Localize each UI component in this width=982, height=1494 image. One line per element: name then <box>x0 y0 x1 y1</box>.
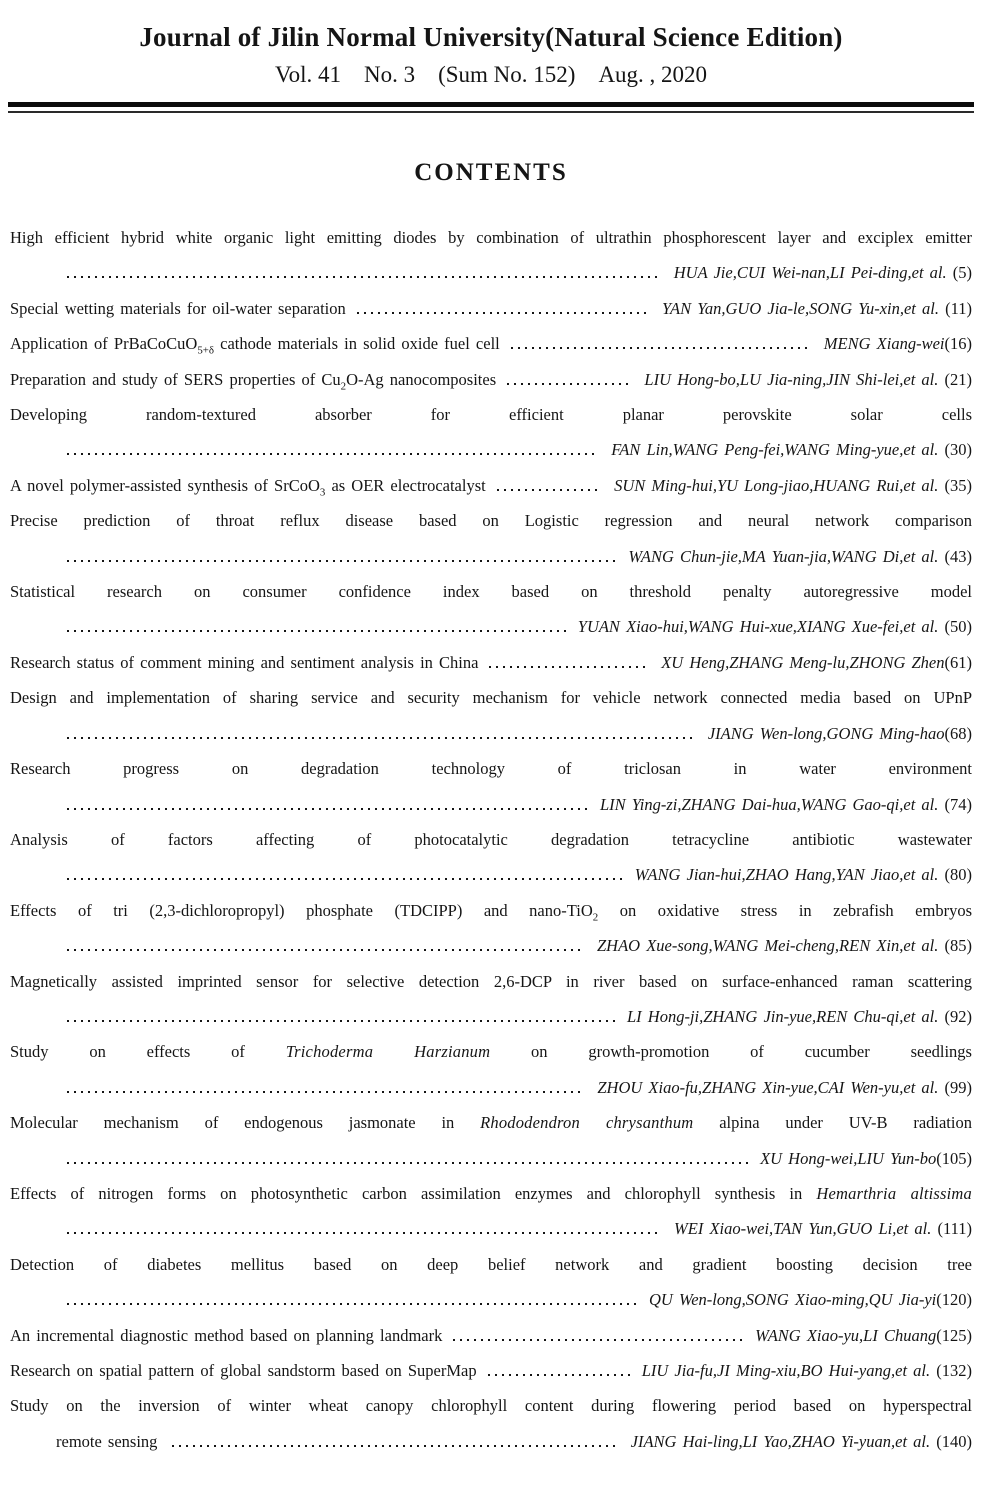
entry-title: Preparation and study of SERS properties of $Cu_2O-Ag$ nanocomposites <box>10 369 497 392</box>
entry-authors: YUAN Xiao-hui,WANG Hui-xue,XIANG Xue-fei,et al. <box>577 617 945 637</box>
entry-page-number: (43) <box>944 546 972 566</box>
entry-authors: XU Heng,ZHANG Meng-lu,ZHONG Zhen <box>661 652 945 672</box>
entry-title: Study on the inversion of winter wheat canopy chlorophyll content during flowering period based on hyperspectral <box>10 1396 972 1416</box>
leader-dots <box>65 928 587 963</box>
entry-page-number: (125) <box>936 1325 972 1345</box>
entry-authors: WANG Jian-hui,ZHAO Hang,YAN Jiao,et al. <box>634 865 945 885</box>
entry-authors: WEI Xiao-wei,TAN Yun,GUO Li,et al. <box>674 1219 938 1239</box>
entry-authors: QU Wen-long,SONG Xiao-ming,QU Jia-yi <box>649 1290 937 1310</box>
entry-page-number: (132) <box>936 1361 972 1380</box>
leader-dots <box>65 1070 587 1105</box>
toc-entry <box>10 680 972 751</box>
entry-author-line <box>10 928 972 963</box>
entry-title-continued: remote sensing <box>56 1431 158 1451</box>
header-double-rule <box>8 102 974 113</box>
entry-title: Research progress on degradation technology of triclosan in water environment <box>10 759 972 779</box>
journal-header <box>0 22 982 88</box>
toc-entry <box>10 503 972 574</box>
entry-line <box>10 362 972 397</box>
entry-page-number: (105) <box>936 1148 972 1168</box>
entry-authors: LIN Ying-zi,ZHANG Dai-hua,WANG Gao-qi,et al. <box>599 794 945 814</box>
entry-authors: YAN Yan,GUO Jia-le,SONG Yu-xin,et al. <box>662 298 946 318</box>
leader-dots <box>65 539 618 574</box>
toc-entry <box>10 1034 972 1105</box>
entry-title: Statistical research on consumer confidence index based on threshold penalty autoregressive model <box>10 582 972 602</box>
entry-line <box>10 291 972 326</box>
entry-authors: LIU Jia-fu,JI Ming-xiu,BO Hui-yang,et al. <box>641 1361 937 1380</box>
entry-page-number: (11) <box>945 298 972 318</box>
leader-dots <box>509 326 814 361</box>
entry-authors: ZHAO Xue-song,WANG Mei-cheng,REN Xin,et al. <box>597 936 945 956</box>
entry-line <box>10 1318 972 1353</box>
entry-title: Detection of diabetes mellitus based on deep belief network and gradient boosting decision tree <box>10 1254 972 1274</box>
entry-title: Study on effects of Trichoderma Harzianum on growth-promotion of cucumber seedlings <box>10 1042 972 1062</box>
toc-entry <box>10 964 972 1035</box>
entry-line <box>10 645 972 680</box>
entry-author-line <box>10 716 972 751</box>
entry-title: Design and implementation of sharing service and security mechanism for vehicle network connected media based on UPnP <box>10 688 972 708</box>
entry-page-number: (92) <box>944 1006 972 1026</box>
journal-contents-page <box>0 22 982 1494</box>
entry-author-line <box>10 1211 972 1246</box>
leader-dots <box>65 999 617 1034</box>
leader-dots <box>65 1282 639 1317</box>
entry-page-number: (68) <box>944 723 972 743</box>
entry-page-number: (5) <box>952 263 972 283</box>
entry-title: Effects of tri (2,3-dichloropropyl) phosphate (TDCIPP) and nano-TiO$_2$ on oxidative stress in zebrafish embryos <box>10 900 972 924</box>
entry-title: Analysis of factors affecting of photocatalytic degradation tetracycline antibiotic wastewater <box>10 829 972 849</box>
entry-title: Effects of nitrogen forms on photosynthetic carbon assimilation enzymes and chlorophyll synthesis in Hemarthria altissima <box>10 1183 972 1203</box>
leader-dots <box>65 255 664 290</box>
toc-entry <box>10 291 972 326</box>
entry-page-number: (61) <box>944 652 972 672</box>
toc-entry <box>10 751 972 822</box>
entry-authors: JIANG Hai-ling,LI Yao,ZHAO Yi-yuan,et al. <box>630 1431 937 1451</box>
leader-dots <box>65 432 601 467</box>
entry-page-number: (111) <box>937 1219 972 1239</box>
entry-page-number: (50) <box>944 617 972 637</box>
issue-line: Vol. 41 No. 3 (Sum No. 152) Aug. , 2020 <box>274 62 708 87</box>
toc-entry <box>10 1176 972 1247</box>
leader-dots <box>65 857 625 892</box>
contents-title: CONTENTS <box>414 159 568 186</box>
entry-title: Research status of comment mining and sentiment analysis in China <box>10 652 479 672</box>
entry-page-number: (16) <box>944 334 972 354</box>
leader-dots <box>65 787 590 822</box>
toc-entry <box>10 1388 972 1459</box>
leader-dots <box>451 1318 745 1353</box>
entry-author-line <box>10 1424 972 1459</box>
entry-authors: LIU Hong-bo,LU Jia-ning,JIN Shi-lei,et al. <box>644 369 945 389</box>
entry-authors: XU Hong-wei,LIU Yun-bo <box>760 1148 937 1168</box>
toc-list <box>10 220 972 1459</box>
entry-author-line <box>10 1070 972 1105</box>
toc-entry <box>10 645 972 680</box>
entry-line <box>10 468 972 503</box>
leader-dots <box>65 1141 750 1176</box>
toc-entry <box>10 468 972 503</box>
entry-page-number: (80) <box>944 865 972 885</box>
entry-authors: FAN Lin,WANG Peng-fei,WANG Ming-yue,et al. <box>611 440 945 460</box>
entry-authors: ZHOU Xiao-fu,ZHANG Xin-yue,CAI Wen-yu,et al. <box>597 1077 945 1097</box>
toc-entry <box>10 1353 972 1388</box>
entry-authors: LI Hong-ji,ZHANG Jin-yue,REN Chu-qi,et al. <box>626 1006 945 1026</box>
toc-entry <box>10 1247 972 1318</box>
entry-authors: SUN Ming-hui,YU Long-jiao,HUANG Rui,et al. <box>614 475 945 495</box>
toc-entry <box>10 220 972 291</box>
entry-author-line <box>10 255 972 290</box>
entry-title: Special wetting materials for oil-water separation <box>10 298 346 318</box>
entry-authors: MENG Xiang-wei <box>823 334 945 354</box>
entry-title: Application of PrBaCoCuO$_{5+\delta}$ cathode materials in solid oxide fuel cell <box>10 334 500 357</box>
toc-entry <box>10 397 972 468</box>
entry-title: Magnetically assisted imprinted sensor for selective detection 2,6-DCP in river based on surface-enhanced raman scattering <box>10 971 972 991</box>
journal-title: Journal of Jilin Normal University(Natural Science Edition) <box>139 22 843 52</box>
toc-entry <box>10 1318 972 1353</box>
leader-dots <box>65 609 568 644</box>
entry-page-number: (35) <box>944 475 972 495</box>
entry-title: Molecular mechanism of endogenous jasmonate in Rhododendron chrysanthum alpina under UV-B radiation <box>10 1113 972 1133</box>
toc-entry <box>10 326 972 361</box>
entry-line <box>10 326 972 361</box>
leader-dots <box>170 1424 620 1459</box>
entry-author-line <box>10 539 972 574</box>
toc-entry <box>10 822 972 893</box>
rule-thick <box>8 102 974 107</box>
entry-page-number: (30) <box>944 440 972 460</box>
toc-entry <box>10 362 972 397</box>
leader-dots <box>505 362 634 397</box>
leader-dots <box>486 1353 632 1388</box>
entry-page-number: (120) <box>936 1290 972 1310</box>
entry-authors: WANG Xiao-yu,LI Chuang <box>755 1325 937 1345</box>
rule-thin <box>8 111 974 113</box>
entry-authors: JIANG Wen-long,GONG Ming-hao <box>707 723 945 743</box>
entry-title: An incremental diagnostic method based on planning landmark <box>10 1325 443 1345</box>
entry-author-line <box>10 1282 972 1317</box>
entry-title: High efficient hybrid white organic light emitting diodes by combination of ultrathin phosphorescent layer and exciplex emitter <box>10 228 972 247</box>
entry-line <box>10 1353 972 1388</box>
leader-dots <box>487 645 651 680</box>
entry-title: Research on spatial pattern of global sandstorm based on SuperMap <box>10 1361 477 1380</box>
leader-dots <box>65 1211 664 1246</box>
entry-author-line <box>10 999 972 1034</box>
entry-title: Precise prediction of throat reflux disease based on Logistic regression and neural network comparison <box>10 511 972 531</box>
leader-dots <box>495 468 604 503</box>
toc-entry <box>10 893 972 964</box>
entry-author-line <box>10 1141 972 1176</box>
entry-page-number: (21) <box>944 369 972 389</box>
entry-author-line <box>10 609 972 644</box>
entry-authors: WANG Chun-jie,MA Yuan-jia,WANG Di,et al. <box>628 546 945 566</box>
entry-page-number: (99) <box>944 1077 972 1097</box>
entry-page-number: (85) <box>944 936 972 956</box>
entry-author-line <box>10 857 972 892</box>
entry-title: A novel polymer-assisted synthesis of SrCoO$_3$ as OER electrocatalyst <box>10 475 486 499</box>
entry-page-number: (140) <box>936 1431 972 1451</box>
entry-author-line <box>10 432 972 467</box>
entry-page-number: (74) <box>944 794 972 814</box>
toc-entry <box>10 1105 972 1176</box>
toc-entry <box>10 574 972 645</box>
entry-title: Developing random-textured absorber for efficient planar perovskite solar cells <box>10 405 972 425</box>
leader-dots <box>65 716 698 751</box>
entry-author-line <box>10 787 972 822</box>
entry-authors: HUA Jie,CUI Wei-nan,LI Pei-ding,et al. <box>673 263 953 283</box>
leader-dots <box>355 291 652 326</box>
